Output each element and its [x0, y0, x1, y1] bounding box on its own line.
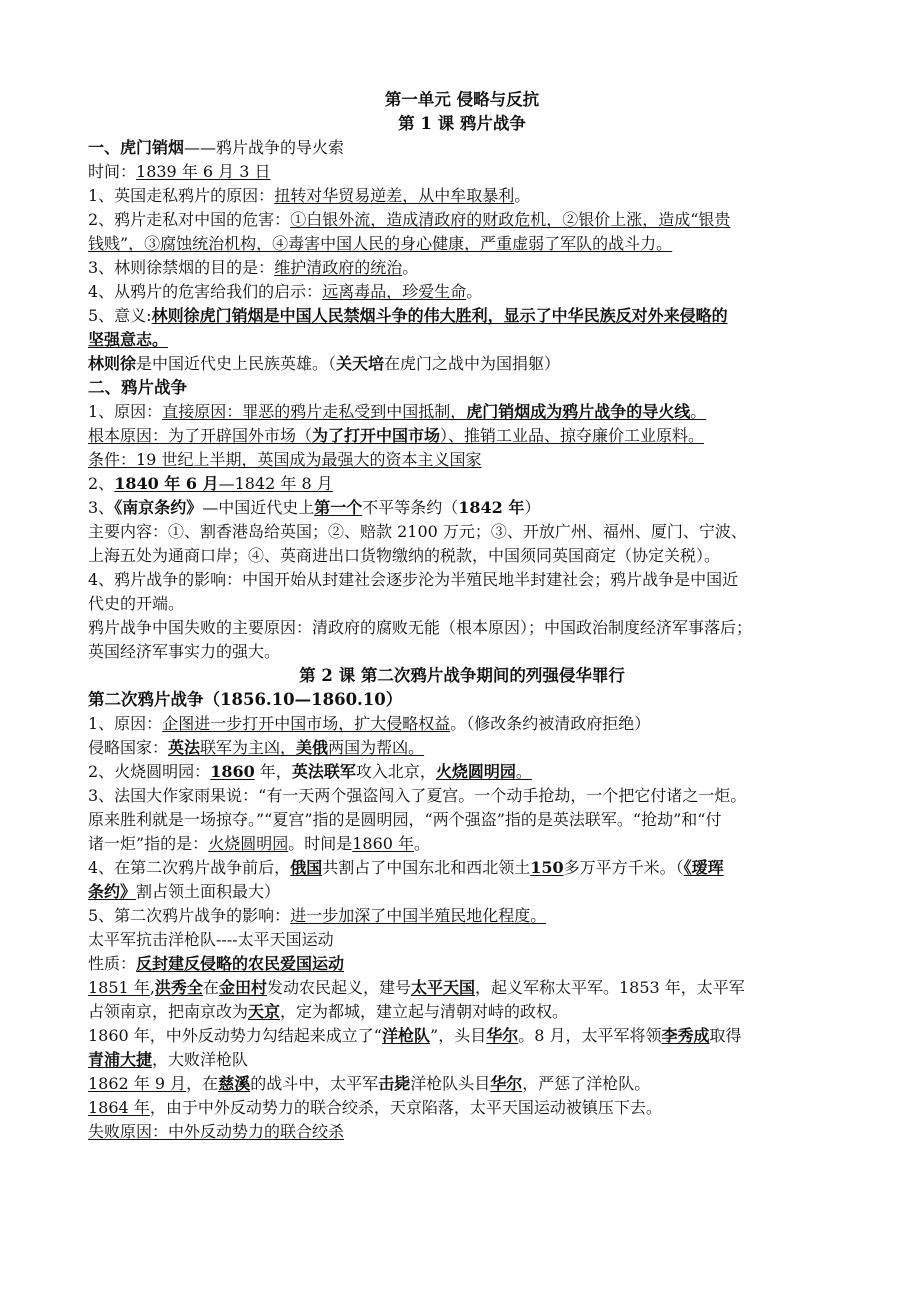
sec2-impact-a: 4、鸦片战争的影响：中国开始从封建社会逐步沦为半殖民地半封建社会；鸦片战争是中国近 — [88, 570, 739, 589]
cause-direct-b: 虎门销烟成为鸦片战争的导火线 — [466, 402, 691, 421]
item4-label: 4、从鸦片的危害给我们的启示： — [88, 282, 323, 301]
time2-label: 2、 — [88, 474, 115, 493]
l2-russia — [88, 856, 836, 880]
item1-value: 扭转对华贸易逆差，从中牟取暴利 — [274, 186, 515, 205]
l5-a: 1862 年 9 月 — [88, 1074, 187, 1093]
l6-a: 1864 年 — [88, 1098, 150, 1117]
sec1-heading-bold: 一、虎门销烟 — [88, 138, 185, 157]
burn-label: 2、火烧圆明园： — [88, 762, 211, 781]
item5-value-b: 坚强意志。 — [88, 330, 169, 349]
sec1-time — [88, 160, 836, 184]
treaty-close: ） — [524, 498, 541, 517]
l2-cause — [88, 712, 836, 736]
l1-e: 金田村 — [218, 978, 267, 997]
item2-value-a: ①白银外流，造成清政府的财政危机，②银价上涨，造成“银贵 — [290, 210, 731, 229]
burn-mid2: 攻入北京， — [355, 762, 436, 781]
l2-line1 — [88, 976, 836, 1000]
l4-a: 青浦大捷 — [88, 1050, 153, 1069]
treaty-name: 《南京条约》 — [114, 498, 203, 517]
treaty-label: 3、 — [88, 498, 115, 517]
l7: 失败原因：中外反动势力的联合绞杀 — [88, 1122, 345, 1141]
l3-b: 洋枪队 — [382, 1026, 431, 1045]
sec1-item5 — [88, 304, 836, 328]
l1-f: 发动农民起义，建号 — [266, 978, 411, 997]
hugo-c2: 火烧圆明园 — [208, 834, 289, 853]
l1-c: 洪秀全 — [154, 978, 203, 997]
sec2-fail-b: 英国经济军事实力的强大。 — [88, 642, 281, 661]
l1-b: , — [149, 978, 155, 997]
nature-label: 性质： — [88, 954, 137, 973]
l2-line6 — [88, 1096, 836, 1120]
hugo-c5: 。 — [414, 834, 431, 853]
sec1-item5-cont — [88, 328, 836, 352]
l2-russia-cont — [88, 880, 836, 904]
sec2-cond — [88, 448, 836, 472]
l1-h: ，起义军称太平军。1853 年，太平军 — [474, 978, 745, 997]
nature-value: 反封建反侵略的农民爱国运动 — [136, 954, 345, 973]
item3-end: 。 — [402, 258, 419, 277]
l2-impact — [88, 904, 836, 928]
l2-hugo-b: 原来胜利就是一场掠夺。”“夏宫”指的是圆明园，“两个强盗”指的是英法联军。“抢劫”和“付 — [88, 810, 722, 829]
l2-nature — [88, 952, 836, 976]
sec2-cause — [88, 400, 836, 424]
l2-line7 — [88, 1120, 836, 1144]
l3-f: 李秀成 — [661, 1026, 710, 1045]
l6-b: ，由于中外反动势力的联合绞杀，天京陷落，太平天国运动被镇压下去。 — [149, 1098, 662, 1117]
l3-g: 取得 — [709, 1026, 742, 1045]
sec2-heading: 二、鸦片战争 — [88, 378, 187, 397]
sec2-content-a: 主要内容：①、割香港岛给英国；②、赔款 2100 万元；③、开放广州、福州、厦门、宁波、 — [88, 522, 747, 541]
l3-d: 华尔 — [486, 1026, 519, 1045]
item3-label: 3、林则徐禁烟的目的是： — [88, 258, 275, 277]
item3-value: 维护清政府的统治 — [274, 258, 403, 277]
time-label: 时间： — [88, 162, 137, 181]
burn-army: 英法联军 — [291, 762, 356, 781]
russia-f: 《瑷珲 — [683, 858, 724, 877]
invader-c: 美俄 — [296, 738, 329, 757]
item4-end: 。 — [466, 282, 483, 301]
time2-a: 1840 年 6 月 — [114, 474, 219, 493]
cause-cond: 条件：19 世纪上半期，英国成为最强大的资本主义国家 — [88, 450, 482, 469]
sec2-fail-a: 鸦片战争中国失败的主要原因：清政府的腐败无能（根本原因）；中国政治制度经济军事落后； — [88, 618, 753, 637]
cause-root-b: 为了打开中国市场 — [312, 426, 441, 445]
treaty-year: 1842 年 — [458, 498, 525, 517]
sec2-content-b: 上海五处为通商口岸；④、英商进出口货物缴纳的税款，中国须同英国商定（协定关税）。 — [88, 546, 721, 565]
invader-a: 英法 — [168, 738, 201, 757]
item4-value: 远离毒品，珍爱生命 — [322, 282, 467, 301]
treaty-first: 第一个 — [314, 498, 363, 517]
l2-line5 — [88, 1072, 836, 1096]
hero-text: 是中国近代史上民族英雄。（ — [136, 354, 337, 373]
l2-tp-heading: 太平军抗击洋枪队----太平天国运动 — [88, 930, 334, 949]
sec1-item3 — [88, 256, 836, 280]
burn-event: 火烧圆明园 — [435, 762, 516, 781]
hugo-c3: 。时间是 — [288, 834, 353, 853]
hugo-c4: 1860 年 — [352, 834, 415, 853]
l3-a: 1860 年，中外反动势力勾结起来成立了“ — [88, 1026, 382, 1045]
l2-cause-label: 1、原因： — [88, 714, 163, 733]
l2-war-heading: 第二次鸦片战争（1856.10—1860.10） — [88, 690, 403, 709]
lesson1-title: 第 1 课 鸦片战争 — [398, 114, 526, 133]
l1-d: 在 — [202, 978, 219, 997]
russia-g: 条约》 — [88, 882, 137, 901]
sec2-treaty — [88, 496, 836, 520]
l2-b: 天京 — [248, 1002, 281, 1021]
l2-c: ，定为都城，建立起与清朝对峙的政权。 — [280, 1002, 569, 1021]
l2-burn — [88, 760, 836, 784]
sec1-item2-cont — [88, 232, 836, 256]
item1-label: 1、英国走私鸦片的原因： — [88, 186, 275, 205]
cause-root-a: 根本原因：为了开辟国外市场（ — [88, 426, 313, 445]
l2-hugo-a: 3、法国大作家雨果说：“有一天两个强盗闯入了夏宫。一个动手抢劫，一个把它付诸之一炬。 — [88, 786, 747, 805]
russia-h: 割占领土面积最大） — [136, 882, 281, 901]
l1-g: 太平天国 — [410, 978, 475, 997]
item2-label: 2、鸦片走私对中国的危害： — [88, 210, 291, 229]
hero-text-end: 在虎门之战中为国捐躯） — [384, 354, 561, 373]
l5-e: 击毙 — [378, 1074, 411, 1093]
burn-end: 。 — [515, 762, 532, 781]
hero-lin: 林则徐 — [88, 354, 137, 373]
l2-impact-label: 5、第二次鸦片战争的影响： — [88, 906, 291, 925]
l2-a: 占领南京，把南京改为 — [88, 1002, 249, 1021]
unit-title: 第一单元 侵略与反抗 — [384, 90, 540, 109]
item1-end: 。 — [514, 186, 531, 205]
burn-mid: 年， — [254, 762, 292, 781]
sec1-item2 — [88, 208, 836, 232]
sec2-impact-b: 代史的开端。 — [88, 594, 185, 613]
l4-b: ，大败洋枪队 — [152, 1050, 249, 1069]
l2-line4 — [88, 1048, 836, 1072]
lesson2-title: 第 2 课 第二次鸦片战争期间的列强侵华罪行 — [299, 666, 625, 685]
invader-b: 联军为主凶， — [200, 738, 297, 757]
cause-root-c: ）、推销工业品、掠夺廉价工业原料。 — [440, 426, 705, 445]
russia-d: 150 — [530, 858, 564, 877]
l3-c: ”，头目 — [430, 1026, 487, 1045]
invader-d: 两国为帮凶。 — [328, 738, 425, 757]
l2-line3 — [88, 1024, 836, 1048]
sec1-heading-rest: ——鸦片战争的导火索 — [184, 138, 345, 157]
sec2-time — [88, 472, 836, 496]
treaty-rest: 不平等条约（ — [362, 498, 459, 517]
item2-value-b: 钱贱”，③腐蚀统治机构，④毒害中国人民的身心健康，严重虚弱了军队的战斗力。 — [88, 234, 673, 253]
russia-b: 俄国 — [290, 858, 323, 877]
l5-g: 华尔 — [490, 1074, 523, 1093]
l3-e: 。8 月，太平军将领 — [518, 1026, 662, 1045]
l5-b: ，在 — [186, 1074, 219, 1093]
cause-label: 1、原因： — [88, 402, 163, 421]
treaty-mid: —中国近代史上 — [202, 498, 315, 517]
burn-year: 1860 — [210, 762, 255, 781]
l5-d: 的战斗中，太平军 — [250, 1074, 379, 1093]
sec1-item1 — [88, 184, 836, 208]
sec1-item4 — [88, 280, 836, 304]
l5-c: 慈溪 — [218, 1074, 251, 1093]
l2-impact-value: 进一步加深了中国半殖民地化程度。 — [290, 906, 547, 925]
cause-direct-c: 。 — [690, 402, 707, 421]
l2-cause-rest: 。（修改条约被清政府拒绝） — [450, 714, 651, 733]
sec1-hero — [88, 352, 836, 376]
l1-a: 1851 年 — [88, 978, 150, 997]
hugo-c1: 诸一炬”指的是： — [88, 834, 209, 853]
russia-a: 4、在第二次鸦片战争前后， — [88, 858, 291, 877]
l5-f: 洋枪队头目 — [410, 1074, 491, 1093]
l2-cause-value: 企图进一步打开中国市场，扩大侵略权益 — [162, 714, 451, 733]
hero-guan: 关天培 — [336, 354, 385, 373]
item5-label: 5、意义: — [88, 306, 152, 325]
l2-invader — [88, 736, 836, 760]
l2-hugo-c — [88, 832, 836, 856]
l5-h: ，严惩了洋枪队。 — [522, 1074, 651, 1093]
russia-c: 共割占了中国东北和西北领土 — [322, 858, 531, 877]
cause-direct-a: 直接原因：罪恶的鸦片走私受到中国抵制， — [162, 402, 467, 421]
sec2-root — [88, 424, 836, 448]
russia-e: 多万平方千米。（ — [563, 858, 684, 877]
item5-value-a: 林则徐虎门销烟是中国人民禁烟斗争的伟大胜利，显示了中华民族反对外来侵略的 — [151, 306, 728, 325]
sec1-heading — [88, 136, 836, 160]
invader-label: 侵略国家： — [88, 738, 169, 757]
time-value: 1839 年 6 月 3 日 — [136, 162, 271, 181]
l2-line2 — [88, 1000, 836, 1024]
time2-b: —1842 年 8 月 — [218, 474, 333, 493]
